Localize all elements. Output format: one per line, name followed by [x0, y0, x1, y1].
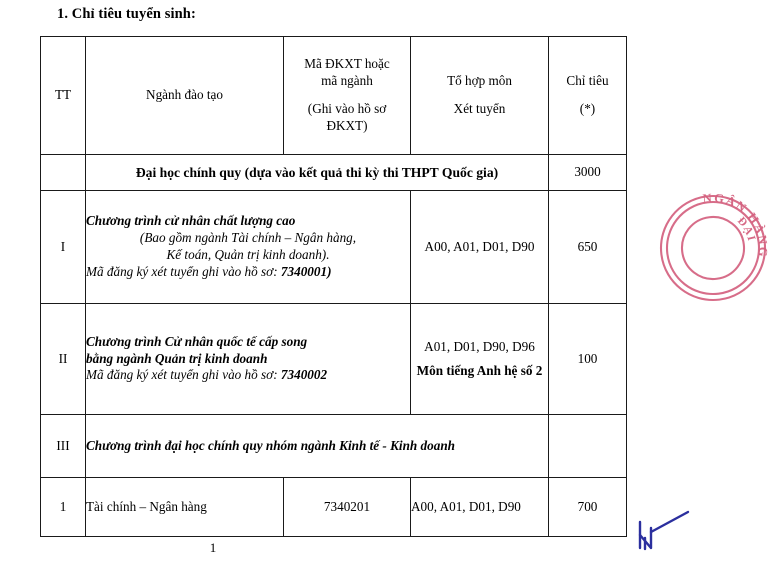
- program-combo-II-note: Môn tiếng Anh hệ số 2: [416, 362, 543, 378]
- major-combo-1: A00, A01, D01, D90: [411, 478, 549, 537]
- column-header-code-line3: (Ghi vào hồ sơ: [307, 101, 387, 116]
- group-quota-III-empty: [549, 415, 627, 478]
- section-title-fulltime: Đại học chính quy (dựa vào kết quả thi kỳ thi THPT Quốc gia): [86, 155, 549, 191]
- row-tt-III: III: [41, 415, 86, 478]
- table-header-row: [41, 37, 627, 155]
- program-desc-I-line1: (Bao gồm ngành Tài chính – Ngân hàng,: [139, 230, 357, 246]
- admission-quota-table: [40, 36, 627, 537]
- program-title-II-line1: Chương trình Cử nhân quốc tế cấp song: [86, 333, 308, 349]
- column-header-quota: [549, 37, 627, 155]
- svg-text:ĐẠI: ĐẠI: [734, 214, 758, 244]
- section-quota-fulltime: 3000: [549, 155, 627, 191]
- row-tt-1: 1: [41, 478, 86, 537]
- program-title-II-line2: bằng ngành Quản trị kinh doanh: [86, 350, 268, 366]
- column-header-quota-line1: Chỉ tiêu: [566, 73, 609, 89]
- table-row: [41, 478, 627, 537]
- table-row: [41, 304, 627, 415]
- row-tt-II: II: [41, 304, 86, 415]
- program-reg-I-prefix: Mã đăng ký xét tuyển ghi vào hồ sơ:: [86, 263, 281, 279]
- header-spacer: [549, 90, 626, 101]
- table-row: [41, 415, 627, 478]
- program-reg-II: [86, 367, 410, 384]
- column-header-code-line2: mã ngành: [321, 73, 373, 89]
- program-quota-II: 100: [549, 304, 627, 415]
- header-spacer: [411, 90, 548, 101]
- page-title: 1. Chỉ tiêu tuyển sinh:: [57, 6, 196, 22]
- group-title-III-text: Chương trình đại học chính quy nhóm ngành Kinh tế - Kinh doanh: [86, 437, 455, 453]
- row-tt-I: I: [41, 191, 86, 304]
- page-number-value: 1: [209, 540, 217, 555]
- group-title-III: [86, 415, 549, 478]
- column-header-major: Ngành đào tạo: [86, 37, 284, 155]
- table-row: [41, 155, 627, 191]
- program-block-II: [86, 304, 411, 415]
- program-reg-II-prefix: Mã đăng ký xét tuyển ghi vào hồ sơ:: [86, 367, 281, 383]
- program-block-I: [86, 191, 411, 304]
- program-combo-II-subjects: A01, D01, D90, D96: [424, 338, 535, 354]
- major-name-1: Tài chính – Ngân hàng: [86, 478, 284, 537]
- header-spacer: [284, 90, 410, 101]
- official-seal-stamp: [651, 186, 775, 310]
- program-desc-I-line2: Kế toán, Quản trị kinh doanh).: [166, 247, 330, 262]
- program-quota-I: 650: [549, 191, 627, 304]
- column-header-code-line1: Mã ĐKXT hoặc: [304, 56, 390, 72]
- program-reg-II-code: 7340002: [280, 367, 328, 383]
- major-quota-1: 700: [549, 478, 627, 537]
- column-header-code: [284, 37, 411, 155]
- program-combo-I: A00, A01, D01, D90: [411, 191, 549, 304]
- column-header-combo-line2: Xét tuyển: [453, 101, 506, 116]
- program-reg-I-code: 7340001): [280, 263, 332, 279]
- svg-text:NGÂN HÀNG: NGÂN HÀNG: [701, 190, 771, 259]
- column-header-quota-line2: (*): [579, 101, 596, 116]
- admission-quota-table-wrap: [40, 36, 626, 537]
- column-header-code-line4: ĐKXT): [326, 117, 368, 133]
- column-header-combo-line1: Tổ hợp môn: [447, 73, 512, 89]
- program-title-I: Chương trình cử nhân chất lượng cao: [86, 213, 296, 229]
- row-tt-empty: [41, 155, 86, 191]
- page-number-footer: [0, 540, 701, 556]
- program-combo-II: [411, 304, 549, 415]
- column-header-tt: TT: [41, 37, 86, 155]
- column-header-combo: [411, 37, 549, 155]
- program-reg-I: [86, 264, 410, 281]
- table-row: [41, 191, 627, 304]
- major-code-1: 7340201: [284, 478, 411, 537]
